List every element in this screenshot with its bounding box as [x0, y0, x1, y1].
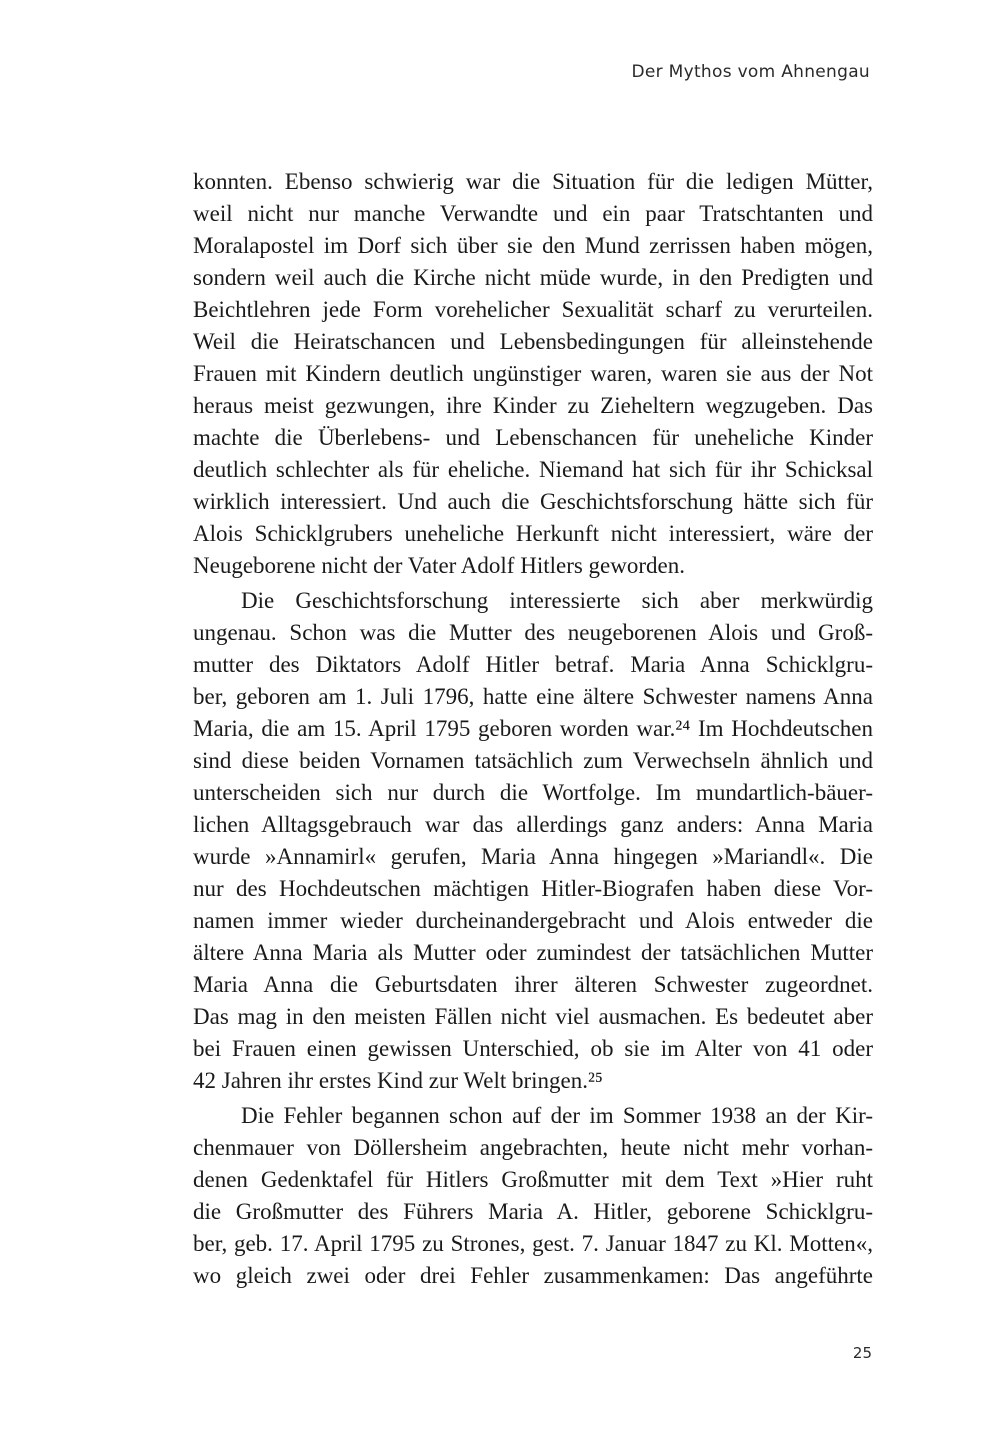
text-line: Maria Anna die Geburtsdaten ihrer älteren Schwester zugeordnet.: [193, 972, 873, 997]
text-line: deutlich schlechter als für eheliche. Niemand hat sich für ihr Schicksal: [193, 457, 873, 482]
page-number: 25: [852, 1344, 872, 1362]
text-line: ber, geboren am 1. Juli 1796, hatte eine ältere Schwester namens Anna: [193, 684, 873, 709]
text-line: sind diese beiden Vornamen tatsächlich zum Verwechseln ähnlich und: [193, 748, 873, 773]
running-header: Der Mythos vom Ahnengau: [631, 62, 870, 82]
text-line: wirklich interessiert. Und auch die Geschichtsforschung hätte sich für: [193, 489, 873, 514]
text-line: Moralapostel im Dorf sich über sie den Mund zerrissen haben mögen,: [193, 233, 873, 258]
text-line: Frauen mit Kindern deutlich ungünstiger waren, waren sie aus der Not: [193, 361, 873, 386]
text-line: nur des Hochdeutschen mächtigen Hitler-Biografen haben diese Vor-: [193, 876, 873, 901]
text-line: Die Geschichtsforschung interessierte sich aber merkwürdig: [241, 588, 873, 613]
text-line: denen Gedenktafel für Hitlers Großmutter mit dem Text »Hier ruht: [193, 1167, 873, 1192]
text-line: mutter des Diktators Adolf Hitler betraf. Maria Anna Schicklgru-: [193, 652, 873, 677]
text-line: Maria, die am 15. April 1795 geboren worden war.²⁴ Im Hochdeutschen: [193, 716, 873, 741]
text-line: Alois Schicklgrubers uneheliche Herkunft nicht interessiert, wäre der: [193, 521, 873, 546]
text-line: konnten. Ebenso schwierig war die Situation für die ledigen Mütter,: [193, 169, 873, 194]
text-line: die Großmutter des Führers Maria A. Hitler, geborene Schicklgru-: [193, 1199, 873, 1224]
text-line: heraus meist gezwungen, ihre Kinder zu Zieheltern wegzugeben. Das: [193, 393, 873, 418]
text-line: wo gleich zwei oder drei Fehler zusammenkamen: Das angeführte: [193, 1263, 873, 1288]
paragraph-3: [193, 1100, 873, 1292]
paragraph-1: [193, 166, 873, 582]
text-line: Weil die Heiratschancen und Lebensbedingungen für alleinstehende: [193, 329, 873, 354]
text-line: 42 Jahren ihr erstes Kind zur Welt bringen.²⁵: [193, 1068, 603, 1093]
text-line: Neugeborene nicht der Vater Adolf Hitlers geworden.: [193, 553, 685, 578]
text-line: Das mag in den meisten Fällen nicht viel ausmachen. Es bedeutet aber: [193, 1004, 873, 1029]
text-line: Die Fehler begannen schon auf der im Sommer 1938 an der Kir-: [241, 1103, 873, 1128]
text-line: lichen Alltagsgebrauch war das allerdings ganz anders: Anna Maria: [193, 812, 873, 837]
text-line: machte die Überlebens- und Lebenschancen für uneheliche Kinder: [193, 425, 873, 450]
paragraph-2: [193, 585, 873, 1097]
text-line: namen immer wieder durcheinandergebracht und Alois entweder die: [193, 908, 873, 933]
text-line: weil nicht nur manche Verwandte und ein paar Tratschtanten und: [193, 201, 873, 226]
text-line: bei Frauen einen gewissen Unterschied, ob sie im Alter von 41 oder: [193, 1036, 873, 1061]
text-line: ber, geb. 17. April 1795 zu Strones, gest. 7. Januar 1847 zu Kl. Motten«,: [193, 1231, 873, 1256]
text-line: wurde »Annamirl« gerufen, Maria Anna hingegen »Mariandl«. Die: [193, 844, 873, 869]
text-line: chenmauer von Döllersheim angebrachten, heute nicht mehr vorhan-: [193, 1135, 873, 1160]
body-text: [193, 166, 873, 1295]
text-line: sondern weil auch die Kirche nicht müde wurde, in den Predigten und: [193, 265, 873, 290]
text-line: unterscheiden sich nur durch die Wortfolge. Im mundartlich-bäuer-: [193, 780, 873, 805]
text-line: ungenau. Schon was die Mutter des neugeborenen Alois und Groß-: [193, 620, 873, 645]
text-line: Beichtlehren jede Form vorehelicher Sexualität scharf zu verurteilen.: [193, 297, 873, 322]
text-line: ältere Anna Maria als Mutter oder zumindest der tatsächlichen Mutter: [193, 940, 873, 965]
